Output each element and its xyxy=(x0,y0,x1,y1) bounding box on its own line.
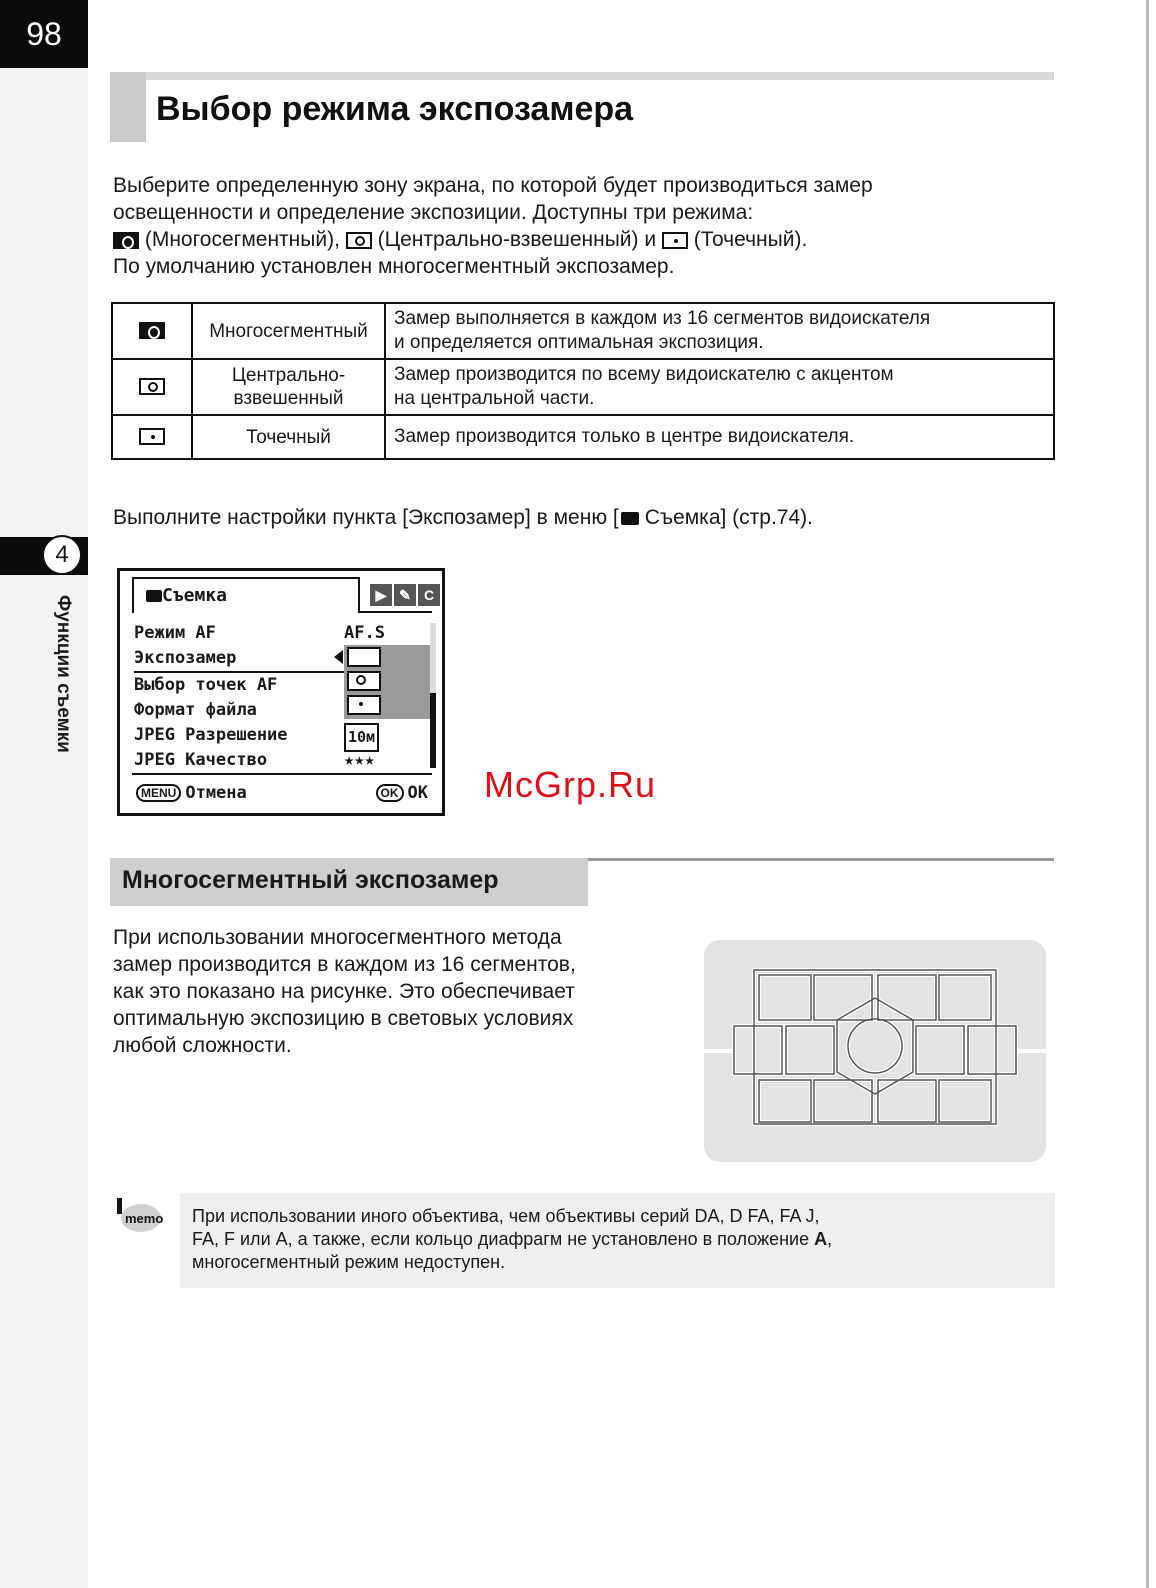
menu-item-label: Выбор точек AF xyxy=(134,675,278,695)
cancel-label: Отмена xyxy=(185,783,247,803)
page-title: Выбор режима экспозамера xyxy=(156,90,634,128)
svg-text:memo: memo xyxy=(125,1211,163,1226)
table-row xyxy=(112,359,1054,415)
multi-segment-metering-icon[interactable] xyxy=(347,647,381,667)
intro-modes-line xyxy=(113,226,1043,253)
menu-scrollbar[interactable] xyxy=(430,623,436,768)
sidebar xyxy=(0,0,88,1588)
instruction-after: Съемка] (стр.74). xyxy=(644,506,813,529)
body-line: При использовании многосегментного метода xyxy=(113,926,562,949)
menu-item-jpeg-resolution[interactable] xyxy=(134,723,414,748)
menu-item-label: Экспозамер xyxy=(134,648,237,668)
menu-item-value: ★★★ xyxy=(344,750,375,770)
menu-item-label: JPEG Разрешение xyxy=(134,725,288,745)
center-weighted-metering-icon[interactable] xyxy=(347,671,381,691)
table-row xyxy=(112,303,1054,359)
body-line: замер производится в каждом из 16 сегментов, xyxy=(113,953,576,976)
memo-text xyxy=(192,1205,1042,1274)
table-cell-desc: Замер производится только в центре видоискателя. xyxy=(385,415,1054,459)
page-number: 98 xyxy=(0,0,88,68)
custom-icon[interactable]: C xyxy=(418,584,440,606)
menu-item-value: 10м xyxy=(344,723,379,752)
metering-segments-diagram xyxy=(704,940,1046,1162)
ok-label: OK xyxy=(407,783,428,803)
table-cell-icon xyxy=(112,415,192,459)
title-block xyxy=(110,72,1054,142)
tab-shooting[interactable] xyxy=(132,577,360,613)
ok-button[interactable] xyxy=(376,783,428,803)
memo-line xyxy=(192,1228,1042,1251)
body-line: оптимальную экспозицию в световых условиях xyxy=(113,1007,574,1030)
desc-line: и определяется оптимальная экспозиция. xyxy=(394,332,764,353)
title-shade xyxy=(110,72,146,142)
page-edge xyxy=(1146,0,1149,1588)
intro-line: По умолчанию установлен многосегментный экспозамер. xyxy=(113,255,675,278)
multi-segment-metering-icon xyxy=(113,232,139,249)
table-cell-icon xyxy=(112,303,192,359)
menu-tab-icons xyxy=(370,584,440,606)
memo-icon xyxy=(115,1196,163,1240)
intro-line: Выберите определенную зону экрана, по которой будет производиться замер xyxy=(113,174,873,197)
table-cell-desc xyxy=(385,303,1054,359)
table-row xyxy=(112,415,1054,459)
section-body xyxy=(113,924,643,1059)
desc-line: Замер выполняется в каждом из 16 сегментов видоискателя xyxy=(394,308,931,329)
menu-item-label: Формат файла xyxy=(134,700,257,720)
body-line: любой сложности. xyxy=(113,1034,292,1057)
intro-mode-spot: (Точечный). xyxy=(693,228,808,251)
camera-icon xyxy=(146,590,162,602)
memo-line: многосегментный режим недоступен. xyxy=(192,1252,506,1272)
menu-item-af-mode[interactable] xyxy=(134,621,414,646)
playback-icon[interactable]: ▶ xyxy=(370,584,392,606)
section-rule xyxy=(588,858,1054,861)
aperture-a-label: A xyxy=(814,1229,828,1249)
section-title: Многосегментный экспозамер xyxy=(122,866,499,894)
name-line: Центрально- xyxy=(231,365,346,386)
memo-line-part: FA, F или A, а также, если кольцо диафрагм не установлено в положение xyxy=(192,1229,810,1249)
tab-shooting-label: Съемка xyxy=(162,585,228,606)
intro-line: освещенности и определение экспозиции. Доступны три режима: xyxy=(113,201,754,224)
menu-item-label: JPEG Качество xyxy=(134,750,268,770)
menu-item-jpeg-quality[interactable] xyxy=(134,748,414,773)
selection-arrow-icon xyxy=(334,650,343,664)
table-cell-name: Точечный xyxy=(192,415,385,459)
body-line: как это показано на рисунке. Это обеспечивает xyxy=(113,980,575,1003)
metering-modes-table xyxy=(111,302,1055,460)
multi-segment-metering-icon xyxy=(139,322,165,339)
setup-wrench-icon[interactable]: ✎ xyxy=(394,584,416,606)
metering-popup xyxy=(344,645,430,719)
desc-line: на центральной части. xyxy=(394,388,595,409)
spot-metering-icon xyxy=(139,428,165,445)
camera-menu-screen xyxy=(117,568,445,816)
chapter-number: 4 xyxy=(42,535,82,575)
spot-metering-icon[interactable] xyxy=(347,695,381,715)
cancel-button[interactable] xyxy=(136,783,247,803)
name-line: взвешенный xyxy=(233,388,344,409)
table-cell-name: Многосегментный xyxy=(192,303,385,359)
table-cell-icon xyxy=(112,359,192,415)
center-weighted-metering-icon xyxy=(139,378,165,395)
intro-mode-multi: (Многосегментный), xyxy=(144,228,340,251)
table-cell-desc xyxy=(385,359,1054,415)
menu-item-label: Режим AF xyxy=(134,623,216,643)
menu-button-icon: MENU xyxy=(136,784,181,802)
menu-item-value: AF.S xyxy=(344,623,385,643)
camera-icon xyxy=(621,512,639,525)
menu-tab-bar xyxy=(132,577,435,613)
watermark: McGrp.Ru xyxy=(484,764,657,805)
segment-grid xyxy=(704,940,1046,1162)
spot-metering-icon xyxy=(662,232,688,249)
desc-line: Замер производится по всему видоискателю с акцентом xyxy=(394,364,894,385)
memo-line-part: , xyxy=(827,1229,833,1249)
center-weighted-metering-icon xyxy=(346,232,372,249)
intro-mode-center: (Центрально-взвешенный) и xyxy=(377,228,657,251)
instruction-before: Выполните настройки пункта [Экспозамер] в меню [ xyxy=(113,506,619,529)
table-cell-name xyxy=(192,359,385,415)
chapter-label: Функции съемки xyxy=(53,595,74,753)
menu-footer xyxy=(132,773,432,811)
memo-line: При использовании иного объектива, чем объективы серий DA, D FA, FA J, xyxy=(192,1206,820,1226)
ok-button-icon: OK xyxy=(376,784,404,802)
intro-text xyxy=(113,172,1043,280)
instruction xyxy=(113,506,813,530)
section-header xyxy=(110,858,1054,908)
title-rule xyxy=(146,72,1054,80)
